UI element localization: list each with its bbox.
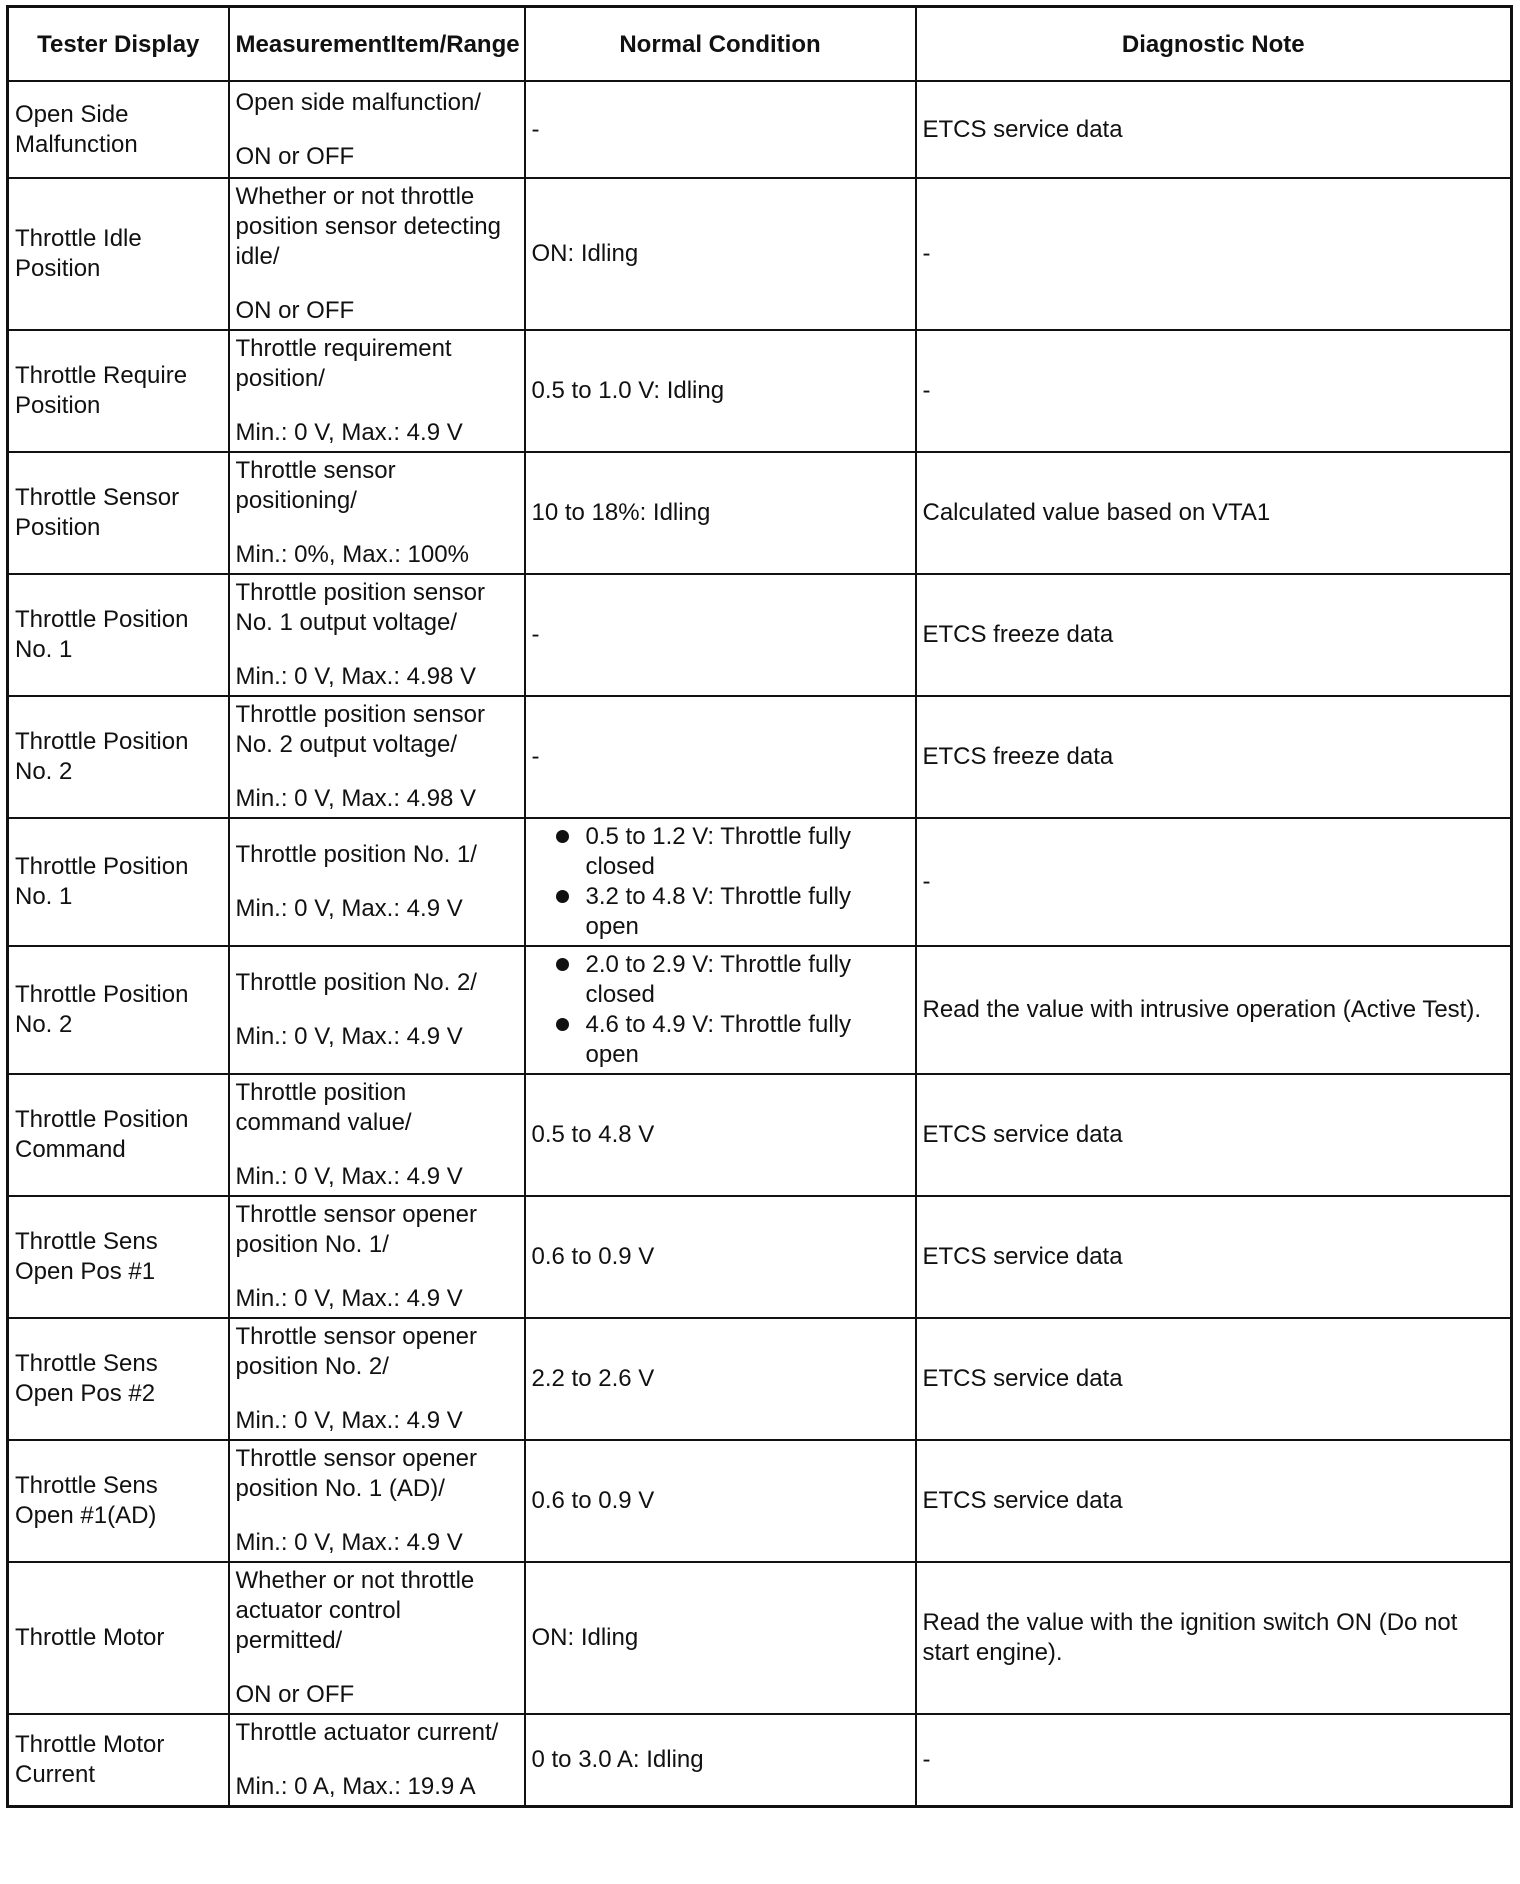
normal-condition-cell: - xyxy=(525,574,916,696)
diagnostic-note-cell: ETCS freeze data xyxy=(916,696,1512,818)
measurement-item-line: No. 1 output voltage/ xyxy=(235,609,457,636)
normal-condition-item: 0.5 to 1.2 V: Throttle fully closed xyxy=(546,822,909,882)
tester-display-cell xyxy=(8,452,229,574)
measurement-item-line: Throttle position xyxy=(235,1079,407,1106)
normal-condition-cell: ON: Idling xyxy=(525,1562,916,1714)
measurement-item-line: position/ xyxy=(235,365,325,392)
tester-display-line: Throttle Position xyxy=(15,1106,189,1133)
normal-condition-list xyxy=(532,950,909,1070)
normal-condition-cell: 2.2 to 2.6 V xyxy=(525,1318,916,1440)
measurement-item-line: Throttle sensor opener xyxy=(235,1445,477,1472)
diagnostic-note-cell: ETCS freeze data xyxy=(916,574,1512,696)
measurement-item-line: position No. 1/ xyxy=(235,1231,389,1258)
measurement-item-cell xyxy=(229,946,525,1074)
measurement-range: ON or OFF xyxy=(235,1681,355,1708)
measurement-item-line: Throttle sensor xyxy=(235,457,396,484)
measurement-item-cell xyxy=(229,574,525,696)
measurement-item-line: Open side malfunction/ xyxy=(235,88,481,116)
diagnostic-note-cell: - xyxy=(916,330,1512,452)
measurement-item-line: positioning/ xyxy=(235,487,357,514)
normal-condition-cell: 0 to 3.0 A: Idling xyxy=(525,1714,916,1807)
tester-display-cell xyxy=(8,1440,229,1562)
measurement-range: Min.: 0 V, Max.: 4.9 V xyxy=(235,1407,463,1434)
measurement-range: Min.: 0%, Max.: 100% xyxy=(235,541,469,568)
normal-condition-cell: 10 to 18%: Idling xyxy=(525,452,916,574)
table-row xyxy=(8,1074,1512,1196)
measurement-item-cell xyxy=(229,1196,525,1318)
diagnostic-note-cell: Read the value with intrusive operation (Active Test). xyxy=(916,946,1512,1074)
measurement-item-line: Whether or not throttle xyxy=(235,183,475,210)
measurement-item-cell xyxy=(229,330,525,452)
header-normal-condition: Normal Condition xyxy=(525,7,916,82)
normal-condition-cell: ON: Idling xyxy=(525,178,916,330)
tester-display-cell xyxy=(8,330,229,452)
header-measurement-line-2: Item/Range xyxy=(390,30,520,58)
measurement-range: Min.: 0 V, Max.: 4.98 V xyxy=(235,663,477,690)
measurement-item-cell xyxy=(229,81,525,178)
tester-display-cell xyxy=(8,1714,229,1807)
tester-display-line: Throttle Sens xyxy=(15,1472,158,1499)
measurement-item-line: Throttle sensor opener xyxy=(235,1201,477,1228)
normal-condition-cell: 0.6 to 0.9 V xyxy=(525,1196,916,1318)
tester-display-line: Throttle Motor xyxy=(15,1624,165,1651)
measurement-item-line: Throttle actuator current/ xyxy=(235,1719,499,1746)
throttle-data-table xyxy=(6,5,1513,1808)
table-row xyxy=(8,946,1512,1074)
tester-display-line: Position xyxy=(15,255,101,282)
normal-condition-cell: - xyxy=(525,81,916,178)
tester-display-line: Throttle Sensor xyxy=(15,484,180,511)
normal-condition-cell: 0.5 to 4.8 V xyxy=(525,1074,916,1196)
table-row xyxy=(8,330,1512,452)
diagnostic-note-cell: ETCS service data xyxy=(916,1318,1512,1440)
measurement-item-line: Throttle position sensor xyxy=(235,579,485,606)
normal-condition-cell xyxy=(525,946,916,1074)
tester-display-cell xyxy=(8,1196,229,1318)
measurement-range: Min.: 0 V, Max.: 4.9 V xyxy=(235,1163,463,1190)
tester-display-cell xyxy=(8,1562,229,1714)
tester-display-line: Malfunction xyxy=(15,130,138,158)
tester-display-cell xyxy=(8,1074,229,1196)
measurement-range: Min.: 0 V, Max.: 4.9 V xyxy=(235,1285,463,1312)
header-diagnostic-note: Diagnostic Note xyxy=(916,7,1512,82)
tester-display-line: No. 2 xyxy=(15,1011,73,1038)
normal-condition-cell xyxy=(525,818,916,946)
measurement-item-line: command value/ xyxy=(235,1109,412,1136)
tester-display-cell xyxy=(8,946,229,1074)
tester-display-line: Throttle Sens xyxy=(15,1228,158,1255)
table-row xyxy=(8,452,1512,574)
tester-display-line: Open Side xyxy=(15,100,129,128)
tester-display-line: Throttle Position xyxy=(15,606,189,633)
table-row xyxy=(8,1440,1512,1562)
measurement-range: ON or OFF xyxy=(235,297,355,324)
diagnostic-note-cell: ETCS service data xyxy=(916,1440,1512,1562)
table-row xyxy=(8,818,1512,946)
diagnostic-note-cell: - xyxy=(916,818,1512,946)
measurement-item-line: Whether or not throttle xyxy=(235,1567,475,1594)
tester-display-line: Current xyxy=(15,1761,96,1788)
tester-display-line: Throttle Position xyxy=(15,981,189,1008)
measurement-item-line: position No. 1 (AD)/ xyxy=(235,1475,445,1502)
tester-display-line: Command xyxy=(15,1136,126,1163)
measurement-range: Min.: 0 V, Max.: 4.9 V xyxy=(235,1023,463,1050)
measurement-item-cell xyxy=(229,452,525,574)
tester-display-line: No. 1 xyxy=(15,636,73,663)
diagnostic-note-cell: ETCS service data xyxy=(916,1196,1512,1318)
table-row xyxy=(8,1318,1512,1440)
measurement-item-cell xyxy=(229,1318,525,1440)
header-tester-display: Tester Display xyxy=(8,7,229,82)
tester-display-line: Throttle Require xyxy=(15,362,188,389)
diagnostic-note-cell: - xyxy=(916,178,1512,330)
measurement-item-line: Throttle position sensor xyxy=(235,701,485,728)
tester-display-cell xyxy=(8,81,229,178)
table-row xyxy=(8,1196,1512,1318)
table-row xyxy=(8,574,1512,696)
measurement-item-cell xyxy=(229,696,525,818)
header-measurement-line-1: Measurement xyxy=(235,30,391,58)
measurement-item-cell xyxy=(229,1714,525,1807)
measurement-item-line: idle/ xyxy=(235,243,280,270)
measurement-item-line: permitted/ xyxy=(235,1627,343,1654)
header-measurement-item-range xyxy=(229,7,525,82)
diagnostic-note-cell: ETCS service data xyxy=(916,1074,1512,1196)
normal-condition-item: 3.2 to 4.8 V: Throttle fully open xyxy=(546,882,909,942)
tester-display-line: Open Pos #2 xyxy=(15,1380,156,1407)
measurement-item-cell xyxy=(229,1562,525,1714)
diagnostic-note-cell: Read the value with the ignition switch ON (Do not start engine). xyxy=(916,1562,1512,1714)
normal-condition-list xyxy=(532,822,909,942)
measurement-item-line: Throttle sensor opener xyxy=(235,1323,477,1350)
measurement-item-cell xyxy=(229,1440,525,1562)
tester-display-cell xyxy=(8,818,229,946)
tester-display-line: Throttle Position xyxy=(15,728,189,755)
measurement-range: Min.: 0 V, Max.: 4.98 V xyxy=(235,785,477,812)
tester-display-line: Position xyxy=(15,392,101,419)
table-row xyxy=(8,81,1512,178)
measurement-item-line: Throttle requirement xyxy=(235,335,452,362)
measurement-item-line: actuator control xyxy=(235,1597,401,1624)
tester-display-line: Throttle Idle xyxy=(15,225,142,252)
tester-display-cell xyxy=(8,696,229,818)
measurement-item-line: Throttle position No. 1/ xyxy=(235,841,477,868)
measurement-range: Min.: 0 V, Max.: 4.9 V xyxy=(235,895,463,922)
normal-condition-cell: 0.5 to 1.0 V: Idling xyxy=(525,330,916,452)
diagnostic-note-cell: ETCS service data xyxy=(916,81,1512,178)
tester-display-line: Throttle Motor xyxy=(15,1731,165,1758)
measurement-item-cell xyxy=(229,178,525,330)
table-row xyxy=(8,1714,1512,1807)
measurement-item-line: position No. 2/ xyxy=(235,1353,389,1380)
tester-display-line: Open #1(AD) xyxy=(15,1502,157,1529)
normal-condition-cell: - xyxy=(525,696,916,818)
tester-display-line: Throttle Position xyxy=(15,853,189,880)
diagnostic-note-cell: - xyxy=(916,1714,1512,1807)
tester-display-line: No. 2 xyxy=(15,758,73,785)
measurement-item-cell xyxy=(229,1074,525,1196)
normal-condition-item: 4.6 to 4.9 V: Throttle fully open xyxy=(546,1010,909,1070)
tester-display-line: Open Pos #1 xyxy=(15,1258,156,1285)
tester-display-line: Throttle Sens xyxy=(15,1350,158,1377)
measurement-item-line: Throttle position No. 2/ xyxy=(235,969,477,996)
tester-display-cell xyxy=(8,1318,229,1440)
measurement-range: Min.: 0 A, Max.: 19.9 A xyxy=(235,1773,476,1800)
measurement-range: Min.: 0 V, Max.: 4.9 V xyxy=(235,419,463,446)
diagnostic-note-cell: Calculated value based on VTA1 xyxy=(916,452,1512,574)
table-row xyxy=(8,178,1512,330)
measurement-item-cell xyxy=(229,818,525,946)
tester-display-line: Position xyxy=(15,514,101,541)
header-row xyxy=(8,7,1512,82)
measurement-item-line: No. 2 output voltage/ xyxy=(235,731,457,758)
tester-display-line: No. 1 xyxy=(15,883,73,910)
tester-display-cell xyxy=(8,574,229,696)
measurement-item-line: position sensor detecting xyxy=(235,213,501,240)
normal-condition-item: 2.0 to 2.9 V: Throttle fully closed xyxy=(546,950,909,1010)
table-row xyxy=(8,1562,1512,1714)
measurement-range: ON or OFF xyxy=(235,142,355,170)
measurement-range: Min.: 0 V, Max.: 4.9 V xyxy=(235,1529,463,1556)
normal-condition-cell: 0.6 to 0.9 V xyxy=(525,1440,916,1562)
tester-display-cell xyxy=(8,178,229,330)
table-row xyxy=(8,696,1512,818)
